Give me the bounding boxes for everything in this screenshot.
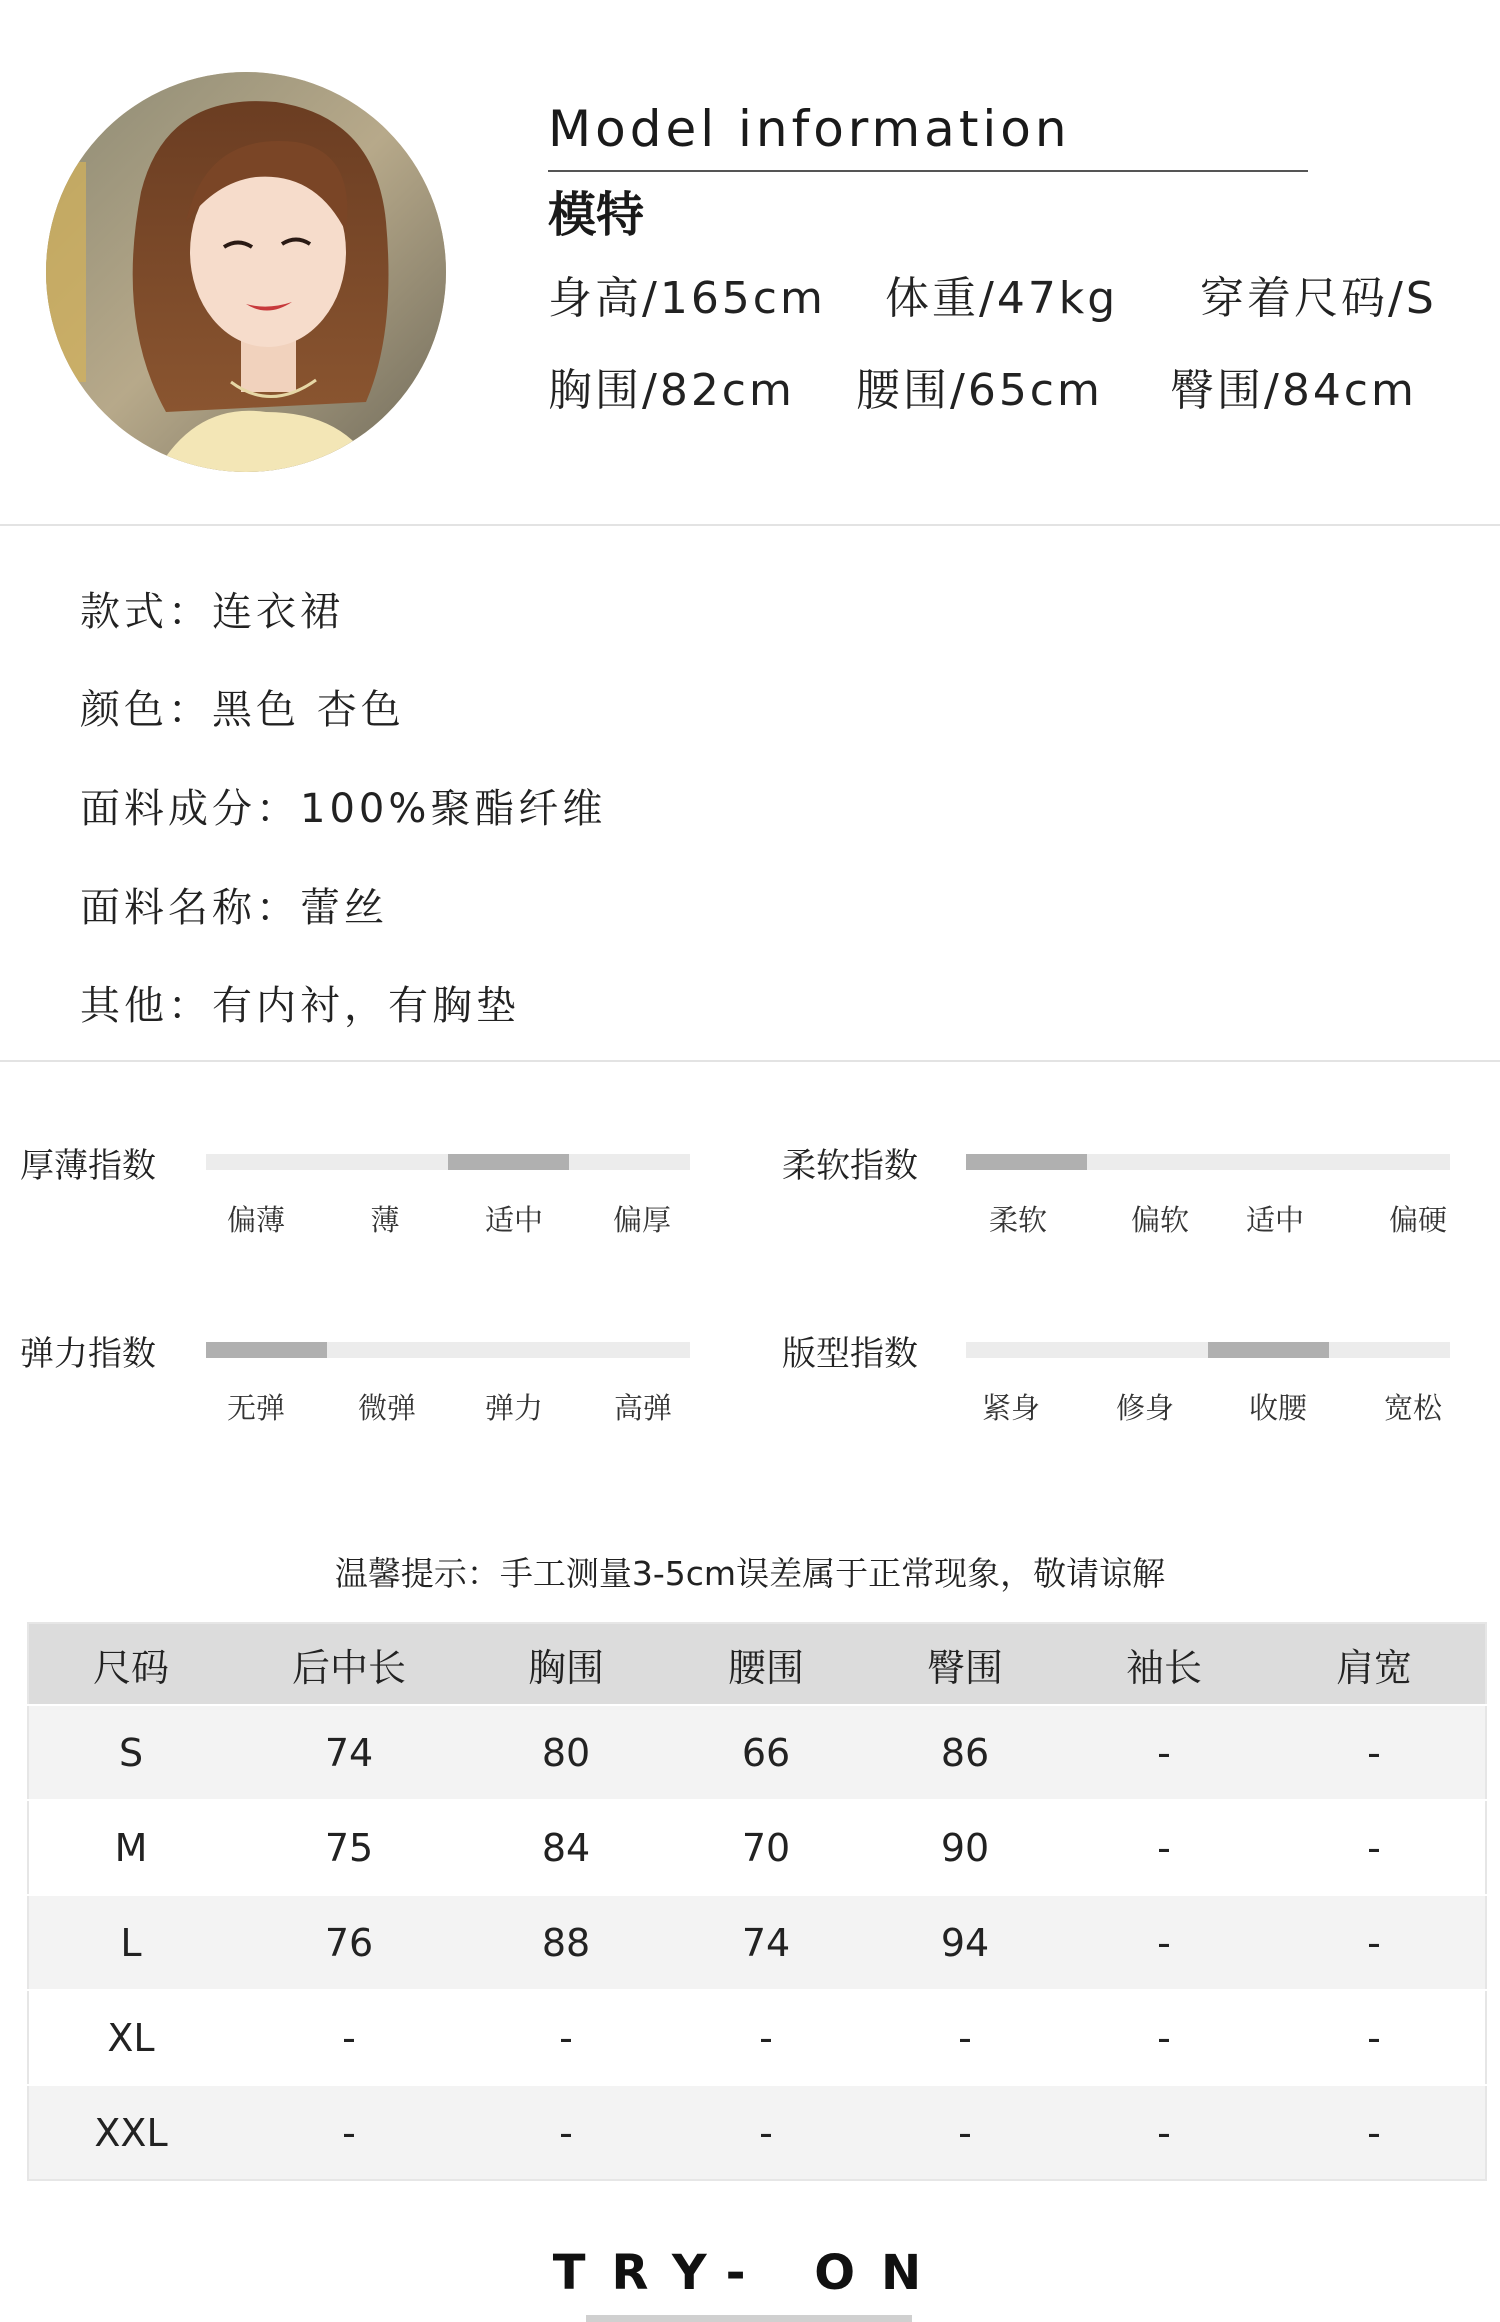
table-cell: - <box>465 1990 667 2085</box>
model-size: 穿着尺码/S <box>1200 273 1437 324</box>
product-other: 其他：有内衬，有胸垫 <box>80 983 520 1029</box>
table-cell: - <box>667 1990 865 2085</box>
index-track <box>206 1154 690 1170</box>
product-color: 颜色：黑色 杏色 <box>80 687 405 733</box>
table-cell: - <box>1065 1705 1263 1800</box>
try-on-underline <box>586 2315 912 2322</box>
table-header-cell: 肩宽 <box>1263 1623 1486 1705</box>
product-style: 款式：连衣裙 <box>80 589 344 635</box>
index-tick-label: 微弹 <box>357 1391 417 1425</box>
index-selected-segment <box>206 1342 327 1358</box>
product-fabric-composition: 面料成分：100%聚酯纤维 <box>80 786 607 832</box>
index-selected-segment <box>1208 1342 1329 1358</box>
table-row <box>28 2085 1486 2180</box>
table-row <box>28 1990 1486 2085</box>
table-cell: - <box>1263 2085 1486 2180</box>
size-table <box>27 1622 1487 2181</box>
table-header-cell: 尺码 <box>28 1623 233 1705</box>
table-cell: - <box>865 1990 1065 2085</box>
model-weight: 体重/47kg <box>885 273 1119 324</box>
table-cell: - <box>233 1990 465 2085</box>
index-tick-label: 修身 <box>1115 1391 1175 1425</box>
table-cell: - <box>1263 1990 1486 2085</box>
table-cell: 86 <box>865 1705 1065 1800</box>
table-row <box>28 1800 1486 1895</box>
measurement-tip: 温馨提示：手工测量3-5cm误差属于正常现象，敬请谅解 <box>334 1554 1166 1593</box>
index-tick-label: 收腰 <box>1248 1391 1308 1425</box>
table-header-cell: 袖长 <box>1065 1623 1263 1705</box>
model-bust: 胸围/82cm <box>548 365 795 416</box>
index-label: 厚薄指数 <box>20 1146 156 1186</box>
table-cell: 94 <box>865 1895 1065 1990</box>
model-portrait-image <box>46 72 446 472</box>
table-row <box>28 1705 1486 1800</box>
table-cell: 90 <box>865 1800 1065 1895</box>
table-cell: 76 <box>233 1895 465 1990</box>
index-tick-label: 偏厚 <box>612 1203 672 1237</box>
table-row <box>28 1895 1486 1990</box>
title-underline <box>548 170 1308 172</box>
try-on-heading: TRY- ON <box>552 2245 948 2301</box>
index-track <box>966 1342 1450 1358</box>
index-label: 版型指数 <box>782 1334 918 1374</box>
index-tick-label: 弹力 <box>484 1391 544 1425</box>
product-fabric-name: 面料名称：蕾丝 <box>80 885 388 931</box>
index-tick-label: 适中 <box>1245 1203 1305 1237</box>
table-cell: M <box>28 1800 233 1895</box>
table-cell: 88 <box>465 1895 667 1990</box>
index-tick-label: 无弹 <box>226 1391 286 1425</box>
table-cell: - <box>1065 1895 1263 1990</box>
index-track <box>966 1154 1450 1170</box>
table-cell: - <box>465 2085 667 2180</box>
table-cell: - <box>1263 1705 1486 1800</box>
index-selected-segment <box>966 1154 1087 1170</box>
table-cell: - <box>1065 1990 1263 2085</box>
table-cell: - <box>865 2085 1065 2180</box>
table-cell: L <box>28 1895 233 1990</box>
model-waist: 腰围/65cm <box>856 365 1103 416</box>
table-cell: 70 <box>667 1800 865 1895</box>
table-cell: 74 <box>667 1895 865 1990</box>
index-label: 弹力指数 <box>20 1334 156 1374</box>
table-cell: XXL <box>28 2085 233 2180</box>
index-track <box>206 1342 690 1358</box>
index-label: 柔软指数 <box>782 1146 918 1186</box>
model-hip: 臀围/84cm <box>1170 365 1417 416</box>
model-height: 身高/165cm <box>548 273 826 324</box>
index-tick-label: 偏硬 <box>1388 1203 1448 1237</box>
table-header-row <box>28 1623 1486 1705</box>
table-cell: - <box>1065 1800 1263 1895</box>
index-tick-label: 紧身 <box>981 1391 1041 1425</box>
table-header-cell: 胸围 <box>465 1623 667 1705</box>
table-cell: 75 <box>233 1800 465 1895</box>
table-cell: 74 <box>233 1705 465 1800</box>
model-avatar <box>46 72 446 472</box>
index-tick-label: 高弹 <box>613 1391 673 1425</box>
table-header-cell: 腰围 <box>667 1623 865 1705</box>
model-info-title: Model information <box>548 100 1071 158</box>
table-header-cell: 后中长 <box>233 1623 465 1705</box>
index-tick-label: 偏软 <box>1130 1203 1190 1237</box>
table-header-cell: 臀围 <box>865 1623 1065 1705</box>
index-tick-label: 薄 <box>370 1203 400 1237</box>
index-tick-label: 柔软 <box>988 1203 1048 1237</box>
table-cell: - <box>1263 1800 1486 1895</box>
table-cell: - <box>233 2085 465 2180</box>
table-cell: 84 <box>465 1800 667 1895</box>
table-cell: 66 <box>667 1705 865 1800</box>
index-tick-label: 宽松 <box>1383 1391 1443 1425</box>
index-selected-segment <box>448 1154 569 1170</box>
table-cell: S <box>28 1705 233 1800</box>
section-divider <box>0 524 1500 526</box>
index-tick-label: 适中 <box>484 1203 544 1237</box>
index-tick-label: 偏薄 <box>226 1203 286 1237</box>
table-cell: - <box>667 2085 865 2180</box>
table-cell: - <box>1065 2085 1263 2180</box>
table-cell: - <box>1263 1895 1486 1990</box>
section-divider <box>0 1060 1500 1062</box>
table-cell: 80 <box>465 1705 667 1800</box>
model-info-subtitle: 模特 <box>548 187 645 243</box>
table-cell: XL <box>28 1990 233 2085</box>
